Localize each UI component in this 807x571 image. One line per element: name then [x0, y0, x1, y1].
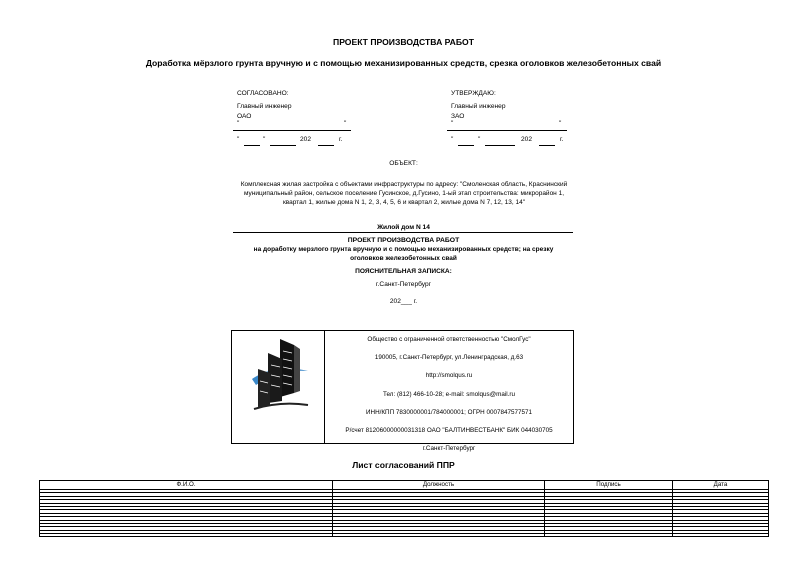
page-subtitle: Доработка мёрзлого грунта вручную и с помощью механизированных средств, срезка оголовков железобетонных свай [145, 58, 662, 68]
approval-left-heading: СОГЛАСОВАНО: [237, 90, 289, 97]
approval-left [237, 89, 292, 122]
table-cell-date[interactable] [673, 534, 769, 537]
object-line-2: муниципальный район, сельское поселение Гусинское, д.Гусино, 1-ый этап строительства: микрорайон 1, [244, 190, 564, 197]
approval-right-role: Главный инженер [451, 103, 506, 110]
project-year: 202___ г. [389, 298, 418, 305]
page-title: ПРОЕКТ ПРОИЗВОДСТВА РАБОТ [333, 37, 474, 47]
approval-left-role: Главный инженер [237, 103, 292, 110]
company-card [231, 330, 574, 453]
approval-right-divider [447, 130, 567, 131]
approval-right-quote-close: " [559, 120, 562, 127]
building-label: Жилой дом N 14 [377, 224, 430, 231]
table-cell-fio[interactable] [40, 534, 333, 537]
approval-right-month-line [485, 137, 515, 146]
logo-building-tall-side [294, 345, 300, 393]
column-header-fio: Ф.И.О. [40, 481, 333, 490]
approval-left-quote-close: " [344, 120, 347, 127]
approval-left-date-suffix: г. [339, 136, 343, 143]
object-line-3: квартал 1, жилые дома N 1, 2, 3, 4, 5, 6 и квартал 2, жилые дома N 7, 12, 13, 14" [282, 199, 526, 206]
company-bank: Р/счет 81206000000031318 ОАО "БАЛТИНВЕСТБАНК" БИК 044030705 [345, 426, 553, 434]
table-body [40, 490, 769, 537]
company-contacts: Тел: (812) 466-10-28; e-mail: smolqus@mail.ru [383, 390, 515, 398]
company-ids: ИНН/КПП 7830000001/784000001; ОГРН 0007847577571 [366, 408, 532, 416]
approval-left-org: ОАО [237, 113, 252, 120]
approval-left-year-line [318, 137, 334, 146]
explanatory-note-label: ПОЯСНИТЕЛЬНАЯ ЗАПИСКА: [355, 268, 452, 275]
sheet-title: Лист согласований ППР [352, 460, 455, 470]
approval-left-divider [233, 130, 351, 131]
table-cell-position[interactable] [333, 534, 545, 537]
company-details [325, 335, 573, 462]
logo-building-small [258, 369, 270, 407]
approval-left-quote-open: " [237, 120, 240, 127]
approval-sheet-table [39, 480, 769, 537]
approval-right-quote-open: " [451, 120, 454, 127]
column-header-position: Должность [333, 481, 545, 490]
buildings-logo-icon [250, 335, 312, 415]
approval-left-month-line [270, 137, 296, 146]
company-address: 190005, г.Санкт-Петербург, ул.Ленинградская, д.63 [374, 354, 524, 362]
project-city: г.Санкт-Петербург [375, 281, 432, 288]
approval-right [451, 89, 506, 122]
building-divider [233, 232, 573, 233]
approval-right-date-q2: " [478, 136, 481, 143]
table-cell-signature[interactable] [545, 534, 673, 537]
object-line-1: Комплексная жилая застройка с объектами инфраструктуры по адресу: "Смоленская область, Краснинский [240, 181, 568, 188]
approval-right-date-q1: " [451, 136, 454, 143]
table-header-row [40, 481, 769, 490]
object-description [196, 180, 612, 207]
logo-building-mid [268, 353, 282, 403]
company-name: Общество с ограниченной ответственностью "СмолГус" [367, 336, 531, 343]
approval-right-year-line [539, 137, 555, 146]
approval-right-org: ЗАО [451, 113, 465, 120]
project-line-1: на доработку мерзлого грунта вручную и с помощью механизированных средств; на срезку [253, 246, 554, 253]
approval-right-heading: УТВЕРЖДАЮ: [451, 90, 496, 97]
column-header-date: Дата [673, 481, 769, 490]
approval-right-date-year: 202 [521, 136, 533, 143]
object-label: ОБЪЕКТ: [389, 160, 418, 167]
approval-left-date-q1: " [237, 136, 240, 143]
company-site-link[interactable]: http://smolqus.ru [425, 372, 473, 380]
project-line-2: оголовков железобетонных свай [350, 255, 457, 262]
approval-right-date-suffix: г. [560, 136, 564, 143]
approval-right-day-line [458, 137, 474, 146]
approval-left-date-year: 202 [300, 136, 312, 143]
project-title: ПРОЕКТ ПРОИЗВОДСТВА РАБОТ [347, 237, 460, 244]
approval-left-day-line [244, 137, 260, 146]
column-header-signature: Подпись [545, 481, 673, 490]
table-row [40, 534, 769, 537]
company-city: г.Санкт-Петербург [422, 445, 476, 453]
approval-left-date-q2: " [263, 136, 266, 143]
